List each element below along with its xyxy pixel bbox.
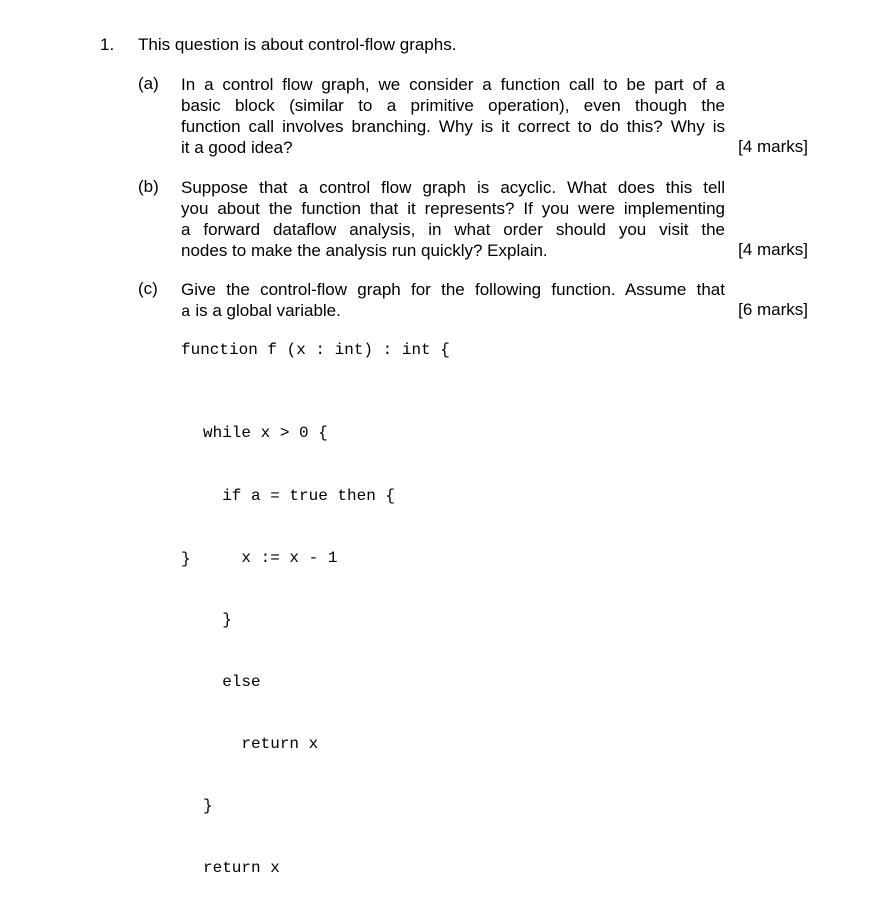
part-b-label: (b) — [138, 177, 159, 196]
code-line: return x — [203, 859, 280, 878]
part-c-marks: [6 marks] — [738, 300, 808, 319]
part-c-line — [181, 300, 725, 321]
code-line: while x > 0 { — [203, 424, 328, 443]
code-line: x := x - 1 — [203, 548, 338, 567]
part-a-line: basic block (similar to a primitive operation), even though the — [181, 96, 725, 115]
question-number: 1. — [100, 35, 115, 54]
part-c-text — [181, 279, 725, 321]
part-a-line: it a good idea? — [181, 138, 293, 157]
part-b-text — [181, 177, 725, 261]
part-a-line: In a control flow graph, we consider a function call to be part of a — [181, 75, 725, 94]
part-c-line: Give the control-flow graph for the following function. Assume that — [181, 280, 725, 299]
code-body — [203, 382, 395, 900]
part-a-marks: [4 marks] — [738, 137, 808, 156]
code-closing-brace: } — [181, 550, 191, 568]
part-c-line-rest: is a global variable. — [190, 301, 341, 320]
part-b-line: Suppose that a control flow graph is acyclic. What does this tell — [181, 178, 725, 197]
code-line: if a = true then { — [203, 486, 396, 505]
part-a-label: (a) — [138, 74, 159, 93]
code-line: } — [203, 797, 213, 816]
part-a-line: function call involves branching. Why is it correct to do this? Why is — [181, 117, 725, 136]
inline-code-a: a — [181, 303, 191, 321]
code-line: return x — [203, 734, 319, 753]
code-signature: function f (x : int) : int { — [181, 341, 450, 359]
question-intro: This question is about control-flow graphs. — [138, 35, 457, 54]
code-line: else — [203, 672, 261, 691]
part-b-line: you about the function that it represents? If you were implementing — [181, 199, 725, 218]
code-line: } — [203, 610, 232, 629]
part-b-line: nodes to make the analysis run quickly? Explain. — [181, 241, 548, 260]
part-b-line: a forward dataflow analysis, in what order should you visit the — [181, 220, 725, 239]
part-c-label: (c) — [138, 279, 158, 298]
part-a-text — [181, 74, 725, 158]
part-b-marks: [4 marks] — [738, 240, 808, 259]
